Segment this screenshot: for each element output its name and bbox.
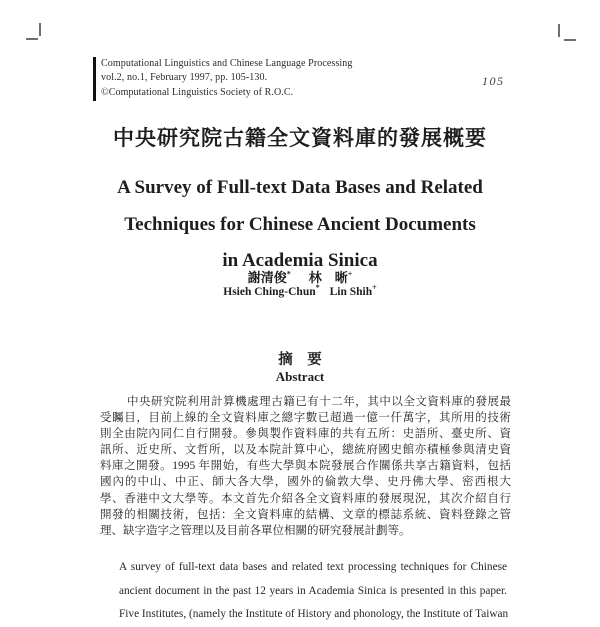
page-number: 105 [482,74,505,88]
abstract-zh-line: 理、缺字造字之管理以及目前各單位相關的研究發展計劃等。 [100,524,411,537]
abstract-heading-chinese: 摘 要 [278,352,322,368]
abstract-en-line: Five Institutes, (namely the Institute of History and phonology, the Institute of Taiwan [119,608,509,620]
abstract-zh-line: 國內的中山、中正、師大各大學，國外的倫敦大學、史丹佛大學、密西根大 [100,476,511,489]
author-mark: + [372,283,377,293]
crop-mark-top-right-vertical [558,24,560,37]
authors-chinese [0,267,600,286]
abstract-zh-line: 中央研究院利用計算機處理古籍已有十二年，其中以全文資料庫的發展最 [127,396,511,408]
english-title-line: in Academia Sinica [222,250,378,271]
crop-mark-top-left-horizontal [26,38,38,40]
journal-issue-line: vol.2, no.1, February 1997, pp. 105-130. [101,72,268,84]
abstract-zh-line: 訊所、近史所、文哲所，以及本院計算中心，總統府國史館亦積極參與清史資 [100,444,511,457]
abstract-en-line: A survey of full-text data bases and related text processing techniques for Chinese [119,561,507,573]
english-title-line: A Survey of Full-text Data Bases and Related [117,177,483,198]
crop-mark-top-left-vertical [39,23,41,36]
journal-title-line: Computational Linguistics and Chinese Language Processing [101,58,353,69]
author-name-en: Lin Shih [329,286,373,298]
author-name-en: Hsieh Ching-Chun [223,286,316,298]
abstract-zh-line: 料庫之開發。1995 年開始，有些大學與本院發展合作關係共享古籍資料，包括 [100,460,511,473]
abstract-en-line: ancient document in the past 12 years in Academia Sinica is presented in this paper. [119,584,507,597]
abstract-chinese [100,394,511,539]
crop-mark-top-right-horizontal [564,39,576,41]
abstract-zh-line: 受矚目，目前上線的全文資料庫之總字數已超過一億一仟萬字，其所用的技術 [100,412,511,425]
english-title-line: Techniques for Chinese Ancient Documents [124,213,476,235]
header-left-rule [93,57,96,101]
author-name-zh: 謝清俊 [247,270,287,285]
abstract-heading-english: Abstract [275,369,325,384]
author-mark: * [286,269,291,279]
abstract-zh-line: 則全由院內同仁自行開發。參與製作資料庫的共有五所：史語所、臺史所、資 [100,428,511,441]
authors-english [0,283,600,298]
author-mark: + [347,269,353,279]
abstract-zh-line: 學、香港中文大學等。本文首先介紹各全文資料庫的發展現況，其次介紹自行 [100,492,511,505]
journal-header [101,57,401,100]
chinese-title: 中央研究院古籍全文資料庫的發展概要 [113,126,487,150]
abstract-zh-line: 開發的相關技術，包括：全文資料庫的結構、文章的標誌系統、資料登錄之管 [100,508,511,521]
abstract-english [119,556,507,627]
english-title [0,170,600,280]
journal-copyright-line: ©Computational Linguistics Society of R.O.C. [101,86,294,98]
author-mark: * [315,283,320,293]
author-name-zh: 林 晰 [308,270,348,285]
